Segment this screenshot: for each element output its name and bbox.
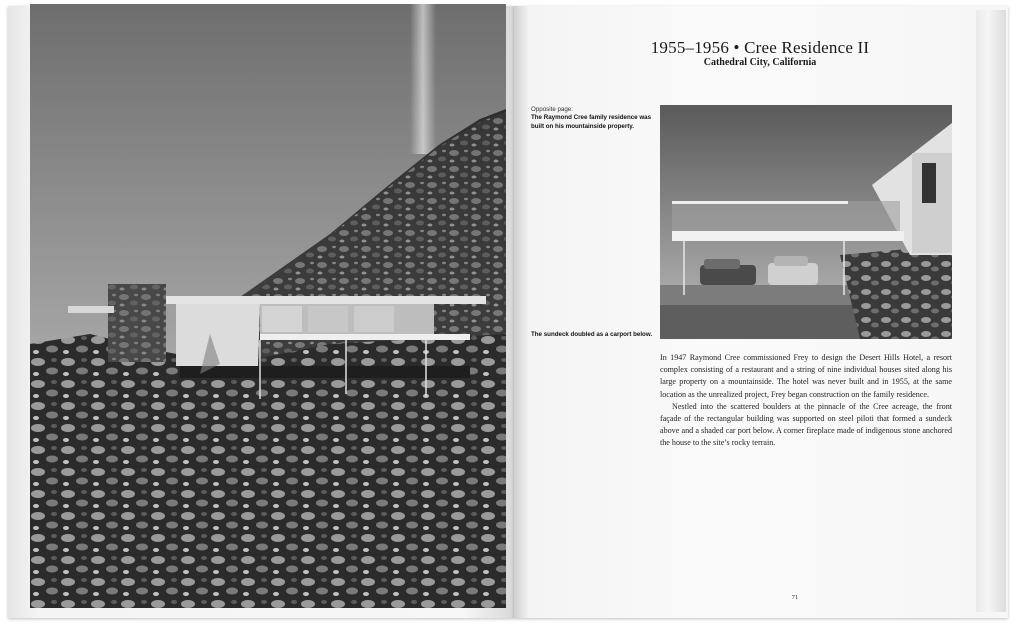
page-title: 1955–1956 • Cree Residence II [650, 38, 870, 57]
house-on-mountain-photo [30, 4, 506, 608]
page-number: 71 [791, 594, 799, 601]
body-paragraph: In 1947 Raymond Cree commissioned Frey to design the Desert Hills Hotel, a resort complex consisting of a restaurant and a string of nine individual houses sited along his large property on a mountainside. The hotel was never built and in 1955, at the same location as the unrealized project, Frey began construction on the family residence. [660, 353, 952, 399]
page-edges [976, 10, 1006, 612]
body-paragraph: Nestled into the scattered boulders at the pinnacle of the Cree acreage, the front façade of the rectangular building was supported on steel piloti that formed a sundeck above and a shaded car port below. A corner fireplace made of indigenous stone anchored the house to the site’s rocky terrain. [660, 401, 952, 448]
caption-opposite-page: The Raymond Cree family residence was built on his mountainside property. [531, 114, 652, 130]
caption-carport: The sundeck doubled as a carport below. [531, 331, 653, 338]
caption-label: Opposite page: [531, 106, 573, 113]
body-text [660, 352, 952, 450]
carport-photo [660, 105, 952, 339]
page-subtitle: Cathedral City, California [703, 57, 817, 68]
